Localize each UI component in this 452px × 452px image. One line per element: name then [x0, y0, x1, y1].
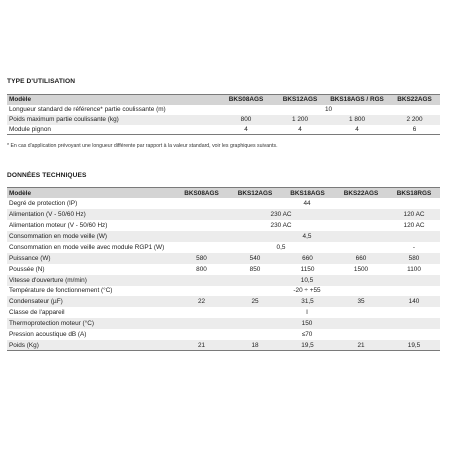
header-cell: Modèle	[9, 189, 32, 197]
row-value: -20 ÷ +55	[293, 287, 321, 295]
row-label: Température de fonctionnement (°C)	[9, 287, 113, 295]
row-value: 10,5	[300, 276, 314, 284]
row-value: 4,5	[302, 233, 312, 240]
row-label: Vitesse d'ouverture (m/min)	[9, 276, 87, 284]
row-value: I	[306, 309, 308, 317]
table-row	[7, 253, 440, 264]
row-label: Classe de l'appareil	[9, 309, 65, 317]
row-value: 850	[249, 265, 261, 273]
row-value: 44	[303, 200, 311, 208]
header-cell: Modèle	[9, 96, 32, 104]
table-header-row	[7, 188, 440, 199]
row-value: 230 AC	[270, 211, 292, 219]
row-label: Poids maximum partie coulissante (kg)	[9, 116, 119, 123]
header-cell: BKS12AGS	[237, 189, 273, 197]
row-value: 660	[355, 254, 367, 262]
row-value: 1150	[300, 265, 315, 273]
row-value: 230 AC	[270, 222, 292, 230]
row-value: -	[412, 243, 416, 251]
row-label: Longueur standard de référence* partie coulissante (m)	[9, 106, 166, 113]
row-label: Degré de protection (IP)	[9, 200, 78, 208]
row-value: 120 AC	[403, 211, 425, 219]
row-label: Condensateur (µF)	[9, 298, 63, 306]
header-cell: BKS18AGS / RGS	[330, 96, 384, 104]
row-value: 1 800	[349, 116, 365, 123]
usage-footnote: * En cas d'application prévoyant une longueur différente par rapport à la valeur standard, voir les graphiques suivants.	[7, 143, 278, 149]
table-row	[7, 125, 440, 135]
row-value: 31,5	[301, 298, 314, 306]
row-label: Consommation en mode veille avec module RGP1 (W)	[9, 243, 165, 251]
table-row	[7, 307, 440, 318]
row-label: Puissance (W)	[9, 254, 51, 262]
table-row	[7, 115, 440, 125]
row-value: 4	[355, 125, 359, 133]
row-value: 0,5	[276, 243, 286, 251]
row-value: ≤70	[301, 331, 313, 339]
table-row	[7, 329, 440, 340]
table-row	[7, 105, 440, 115]
table-row	[7, 242, 440, 253]
row-value: 580	[408, 254, 420, 262]
header-cell: BKS08AGS	[184, 189, 219, 197]
row-value: 120 AC	[403, 222, 425, 230]
row-value: 19,5	[301, 341, 314, 349]
row-label: Alimentation (V - 50/60 Hz)	[9, 211, 86, 219]
row-value: 1500	[353, 265, 369, 273]
row-value: 19,5	[407, 341, 421, 349]
row-value: 540	[249, 254, 261, 262]
header-cell: BKS12AGS	[282, 96, 318, 104]
row-value: 4	[244, 125, 248, 133]
row-label: Consommation en mode veille (W)	[9, 233, 108, 240]
table-row	[7, 275, 440, 286]
row-value: 21	[357, 341, 365, 349]
table-row	[7, 220, 440, 231]
row-value: 18	[251, 341, 259, 349]
table-row	[7, 264, 440, 275]
table-header-row	[7, 95, 440, 105]
table-row	[7, 209, 440, 220]
row-value: 580	[196, 254, 207, 262]
table-row	[7, 286, 440, 297]
header-cell: BKS18AGS	[290, 189, 325, 197]
header-cell: BKS22AGS	[343, 189, 379, 197]
row-value: 1100	[407, 265, 421, 273]
row-value: 6	[412, 125, 417, 133]
row-value: 35	[357, 298, 365, 306]
table-row	[7, 318, 440, 329]
row-label: Pression acoustique dB (A)	[9, 331, 87, 339]
row-label: Thermoprotection moteur (°C)	[9, 320, 94, 328]
row-value: 22	[197, 298, 206, 306]
table-row	[7, 340, 440, 351]
header-cell: BKS22AGS	[397, 96, 432, 104]
header-cell: BKS08AGS	[228, 96, 264, 104]
row-value: 10	[324, 106, 333, 113]
usage-section-title: TYPE D'UTILISATION	[7, 78, 76, 85]
row-value: 800	[240, 116, 252, 123]
row-value: 1 200	[292, 116, 308, 123]
row-value: 25	[251, 298, 259, 306]
row-value: 21	[197, 341, 206, 349]
row-value: 2 200	[406, 116, 423, 123]
row-label: Module pignon	[9, 125, 51, 133]
row-value: 140	[408, 298, 420, 306]
header-cell: BKS18RGS	[396, 189, 432, 197]
usage-table	[7, 94, 440, 135]
table-row	[7, 231, 440, 242]
row-label: Poids (Kg)	[9, 341, 39, 349]
row-value: 4	[298, 125, 302, 133]
row-label: Alimentation moteur (V - 50/60 Hz)	[9, 222, 108, 230]
row-value: 660	[302, 254, 313, 262]
table-row	[7, 296, 440, 307]
row-value: 150	[301, 320, 313, 328]
row-label: Poussée (N)	[9, 265, 45, 273]
technical-section-title: DONNÉES TECHNIQUES	[7, 172, 87, 179]
row-value: 800	[196, 265, 207, 273]
technical-table	[7, 187, 440, 351]
table-row	[7, 198, 440, 209]
